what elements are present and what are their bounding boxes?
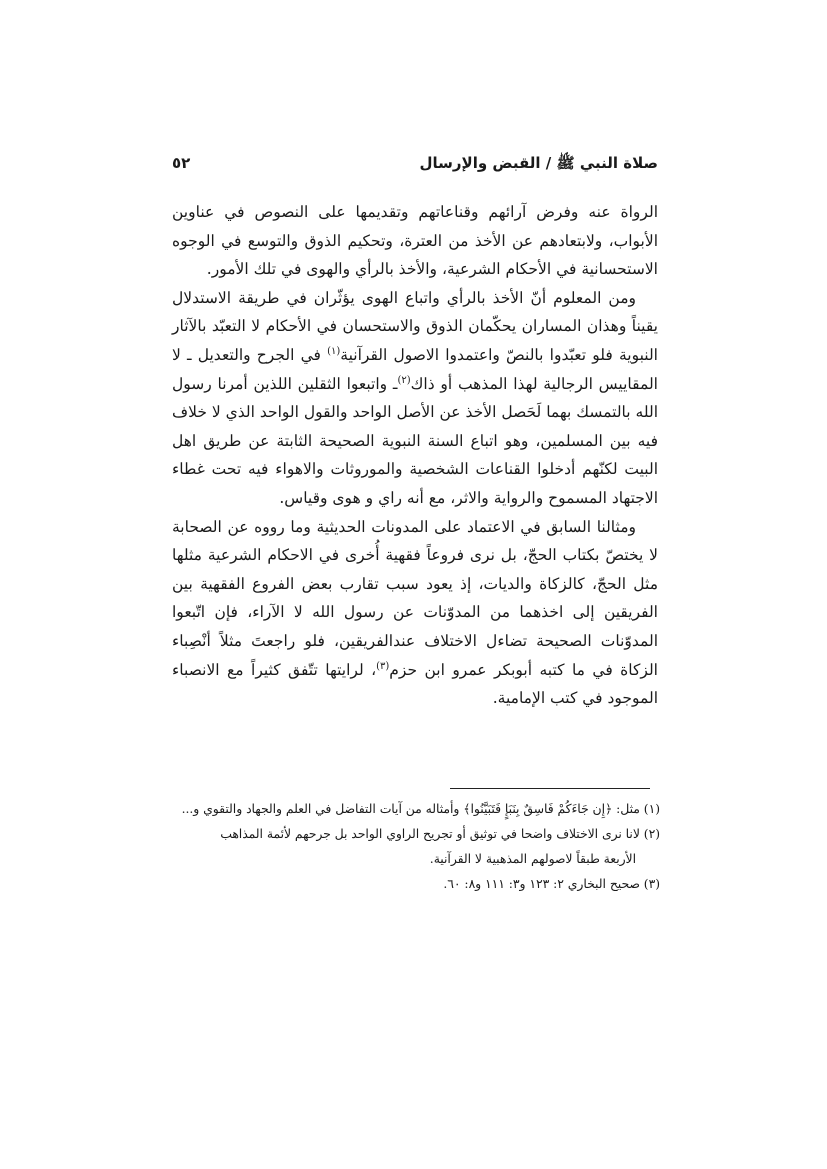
footnote-2: (٢) لانا نرى الاختلاف واضحا في توثيق أو تجريح الراوي الواحد بل جرحهم لأئمة المذاهب: [220, 827, 660, 841]
header-title: صلاة النبي ﷺ / القبض والإرسال: [419, 154, 658, 172]
footnote-2-continuation: الأربعة طبقاً لاصولهم المذهبية لا القرآنية.: [429, 852, 636, 866]
paragraph-2-part-3: ـ واتبعوا الثقلين اللذين أمرنا رسول الله بالتمسك بهما لَحَصل الأخذ عن الأصل الواحد والقول الواحد الذي لا خلاف فيه بين المسلمين، وهو اتباع السنة النبوية الصحيحة الثابتة عن طريق اهل البيت لكنّهم أدخلوا القناعات الشخصية والموروثات والاهواء فيه تحت غطاء الاجتهاد المسموح والرواية والاثر، مع أنه راي و هوى وقياس.: [172, 374, 658, 507]
paragraph-3: [172, 513, 658, 713]
running-header: [172, 154, 658, 182]
footnote-3: (٣) صحيح البخاري ٢: ١٢٣ و٣: ١١١ و٨: ٦٠.: [443, 877, 660, 891]
footnotes: [172, 797, 660, 897]
paragraph-2: [172, 284, 658, 513]
paragraph-2-part-2: في الجرح والتعديل ـ لا المقاييس الرجالية لهذا المذهب أو ذاك: [172, 345, 658, 393]
footnote-ref-2[interactable]: (٢): [397, 374, 411, 386]
paragraph-3-part-1: ومثالنا السابق في الاعتماد على المدونات الحديثية وما رووه عن الصحابة لا يختصّ بكتاب الحجّ، بل نرى فروعاً فقهية أُخرى في الاحكام الشرعية مثلها مثل الحجّ، كالزكاة والديات، إذ يعود سبب تقارب بعض الفروع الفقهية بين الفريقين إلى اخذهما من المدوّنات عن رسول الله لا الآراء، فإن اتّبعوا المدوّنات الصحيحة تضاءل الاختلاف عندالفريقين، فلو راجعتَ مثلاً أنْصِباء الزكاة في ما كتبه أبوبكر عمرو ابن حزم: [172, 517, 658, 679]
page-number: ٥٢: [172, 154, 191, 172]
footnote-ref-1[interactable]: (١): [327, 345, 341, 357]
paragraph-2-part-1: ومن المعلوم أنّ الأخذ بالرأي واتباع الهوى يؤثّران في طريقة الاستدلال يقيناً وهذان المساران يحكّمان الذوق والاستحسان في الأحكام لا التعبّد بالآثار النبوية فلو تعبّدوا بالنصّ واعتمدوا الاصول القرآنية: [172, 288, 658, 364]
footnote-ref-3[interactable]: (٣): [376, 660, 390, 672]
footnote-1: (١) مثل: ﴿إِن جَاءَكُمْ فَاسِقٌ بِنَبَإٍ فَتَبَيَّنُوا﴾ وأمثاله من آيات التفاضل في العلم والجهاد والتقوي و...: [181, 802, 660, 816]
main-text: [172, 198, 658, 713]
footnote-separator: [450, 788, 650, 789]
paragraph-3-part-2: ، لرايتها تتّفق كثيراً مع الانصباء الموجود في كتب الإمامية.: [172, 660, 658, 708]
paragraph-1: الرواة عنه وفرض آرائهم وقناعاتهم وتقديمها على النصوص في عناوين الأبواب، ولابتعادهم عن الأخذ من العترة، وتحكيم الذوق والتوسع في الوجوه الاستحسانية في الأحكام الشرعية، والأخذ بالرأي والهوى في تلك الأمور.: [172, 203, 658, 279]
